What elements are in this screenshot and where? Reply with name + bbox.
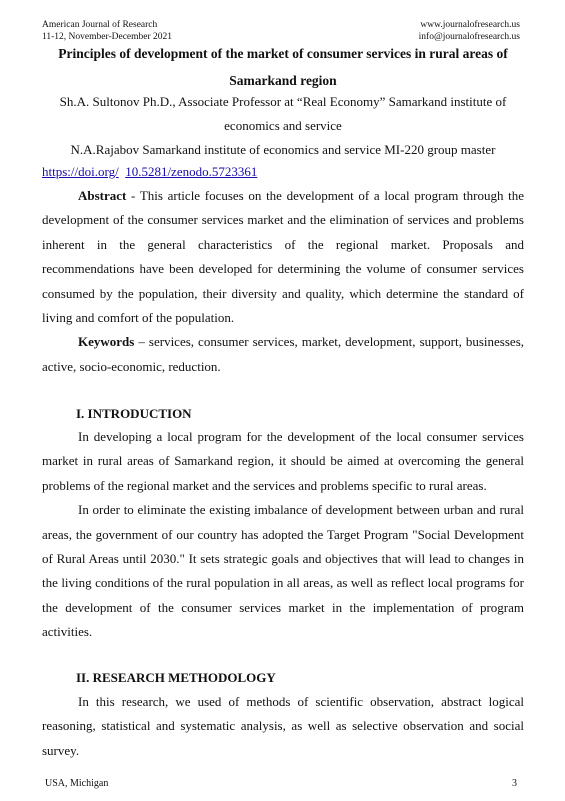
paper-title: Principles of development of the market of consumer services in rural areas of Samarkand region xyxy=(58,46,508,88)
journal-website: www.journalofresearch.us xyxy=(420,20,520,30)
footer-location: USA, Michigan xyxy=(45,778,109,789)
keywords-paragraph xyxy=(42,330,524,379)
journal-issue: 11-12, November-December 2021 xyxy=(42,32,173,42)
author-2: N.A.Rajabov Samarkand institute of economics and service MI-220 group master xyxy=(70,142,496,157)
author-block xyxy=(42,90,524,162)
methodology-block xyxy=(42,690,524,763)
abstract-block xyxy=(42,184,524,379)
methodology-paragraph-1: In this research, we used of methods of scientific observation, abstract logical reasoning, statistical and systematic analysis, as well as selective observation and social survey. xyxy=(42,694,524,758)
doi-line xyxy=(42,161,257,183)
introduction-block xyxy=(42,425,524,645)
section-heading-introduction: I. INTRODUCTION xyxy=(76,406,192,421)
author-1: Sh.A. Sultonov Ph.D., Associate Professor at “Real Economy” Samarkand institute of economics and service xyxy=(59,94,507,133)
abstract-text: - This article focuses on the development of a local program through the development of the consumer services market and the elimination of services and problems inherent in the general characteristics of the regional market. Proposals and recommendations have been developed for determining the volume of consumer services consumed by the population, their diversity and quality, which determine the standard of living and comfort of the population. xyxy=(42,188,524,326)
section-heading-methodology: II. RESEARCH METHODOLOGY xyxy=(76,670,276,685)
doi-prefix-link[interactable]: https://doi.org/ xyxy=(42,164,119,179)
keywords-label: Keywords xyxy=(78,334,135,350)
introduction-paragraph-1: In developing a local program for the development of the local consumer services market in rural areas of Samarkand region, it should be aimed at overcoming the general problems of the regional market and the services and problems specific to rural areas. xyxy=(42,429,524,493)
journal-email: info@journalofresearch.us xyxy=(418,32,520,42)
abstract-paragraph xyxy=(42,184,524,330)
introduction-paragraph-2: In order to eliminate the existing imbalance of development between urban and rural areas, the government of our country has adopted the Target Program "Social Development of Rural Areas until 2030." It sets strategic goals and objectives that will lead to changes in the living conditions of the rural population in all areas, as well as reflect local programs for the development of the consumer services market in the implementation of program activities. xyxy=(42,502,524,640)
journal-name: American Journal of Research xyxy=(42,20,158,30)
doi-id-link[interactable]: 10.5281/zenodo.5723361 xyxy=(125,164,258,179)
page-number: 3 xyxy=(512,778,517,789)
keywords-text: – services, consumer services, market, development, support, businesses, active, socio-economic, reduction. xyxy=(42,334,524,374)
abstract-label: Abstract xyxy=(78,188,127,203)
